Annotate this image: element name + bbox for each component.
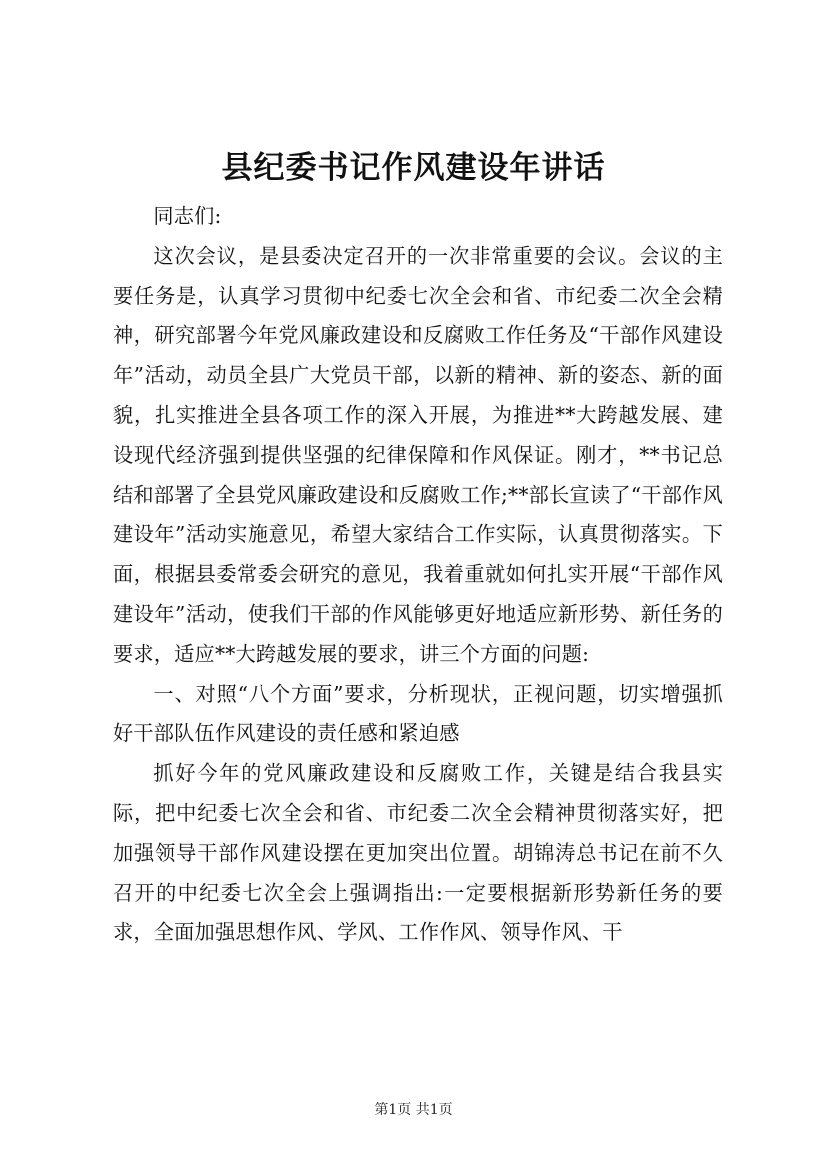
salutation: 同志们:: [153, 204, 222, 228]
paragraph-intro: 这次会议，是县委决定召开的一次非常重要的会议。会议的主要任务是，认真学习贯彻中纪委七次全会和省、市纪委二次全会精神，研究部署今年党风廉政建设和反腐败工作任务及“干部作风建设年”活动，动员全县广大党员干部，以新的精神、新的姿态、新的面貌，扎实推进全县各项工作的深入开展，为推进**大跨越发展、建设现代经济强到提供坚强的纪律保障和作风保证。刚才，**书记总结和部署了全县党风廉政建设和反腐败工作;**部长宣读了“干部作风建设年”活动实施意见，希望大家结合工作实际，认真贯彻落实。下面，根据县委常委会研究的意见，我着重就如何扎实开展“干部作风建设年”活动，使我们干部的作风能够更好地适应新形势、新任务的要求，适应**大跨越发展的要求，讲三个方面的问题:: [113, 243, 723, 666]
section-heading-1: 一、对照“八个方面”要求，分析现状，正视问题，切实增强抓好干部队伍作风建设的责任感和紧迫感: [113, 681, 723, 746]
document-title: 县纪委书记作风建设年讲话: [221, 150, 606, 186]
page-footer: 第1页 共1页: [374, 1102, 453, 1118]
document-body: [113, 197, 723, 953]
paragraph-section-1: 抓好今年的党风廉政建设和反腐败工作，关键是结合我县实际，把中纪委七次全会和省、市纪委二次全会精神贯彻落实好，把加强领导干部作风建设摆在更加突出位置。胡锦涛总书记在前不久召开的中纪委七次全会上强调指出:一定要根据新形势新任务的要求，全面加强思想作风、学风、工作作风、领导作风、干: [113, 761, 723, 945]
